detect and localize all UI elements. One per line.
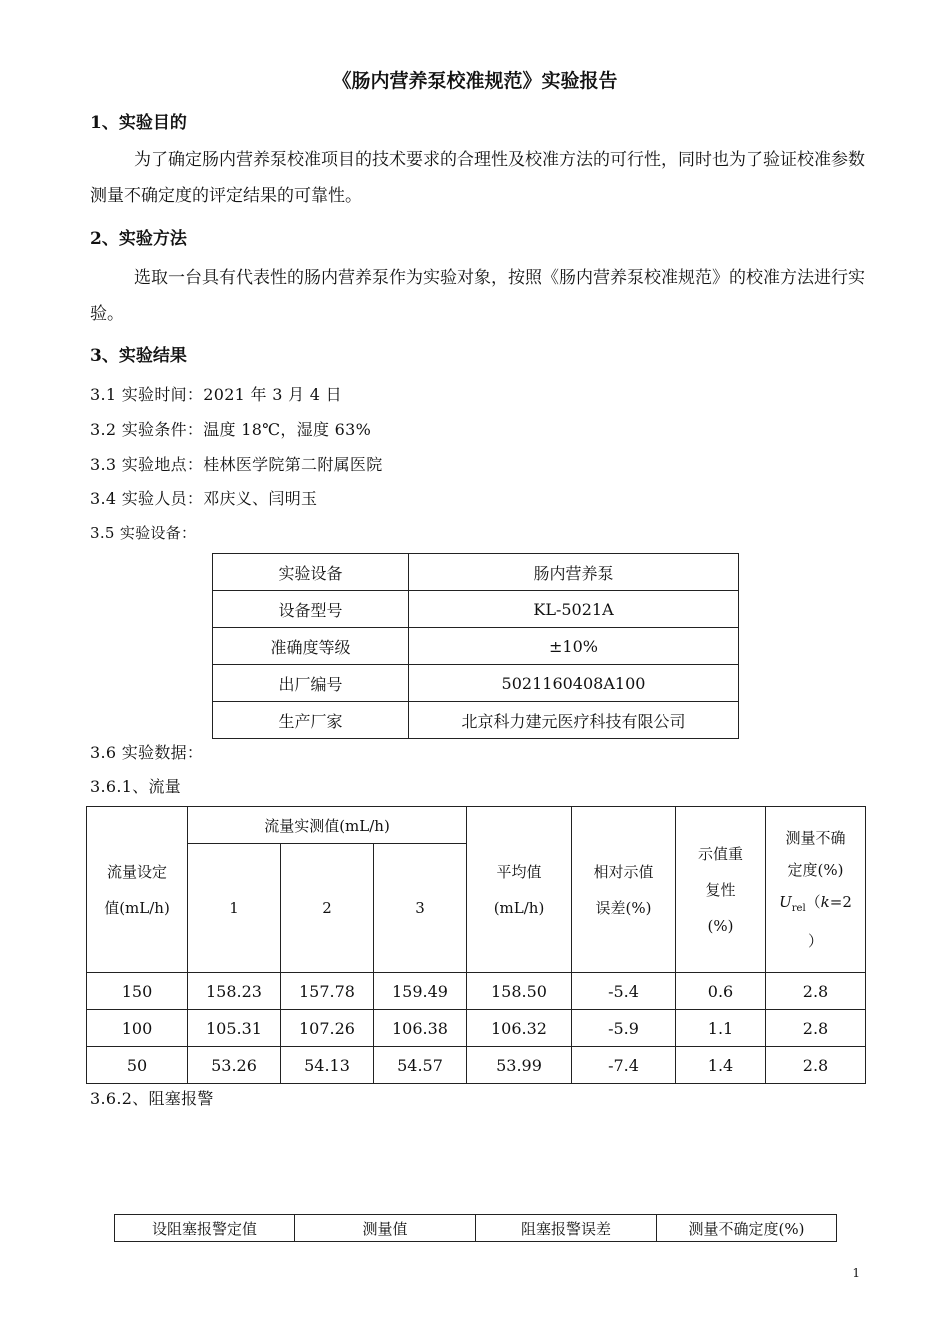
section-2-heading: 2、实验方法 <box>90 229 187 249</box>
header-unc-k-value: =2 <box>829 893 852 911</box>
header-unc-line2: 定度(%) <box>787 861 844 879</box>
header-measured: 流量实测值(mL/h) <box>188 807 467 844</box>
cell-set: 150 <box>87 973 188 1010</box>
table-row <box>213 665 739 702</box>
equip-value: 北京科力建元医疗科技有限公司 <box>409 702 739 739</box>
equip-value: 肠内营养泵 <box>409 554 739 591</box>
equip-key: 设备型号 <box>213 591 409 628</box>
alarm-header-error: 阻塞报警误差 <box>476 1215 657 1242</box>
alarm-header-uncertainty: 测量不确定度(%) <box>657 1215 837 1242</box>
cell-rep: 0.6 <box>676 973 766 1010</box>
section-3-heading: 3、实验结果 <box>90 346 187 366</box>
cell-m1: 53.26 <box>188 1047 281 1084</box>
table-row <box>87 1047 866 1084</box>
table-row <box>213 628 739 665</box>
page-number: 1 <box>852 1266 860 1280</box>
experiment-location: 3.3 实验地点：桂林医学院第二附属医院 <box>90 455 383 474</box>
equip-value: ±10% <box>409 628 739 665</box>
header-set-line1: 流量设定 <box>106 862 167 881</box>
table-row <box>213 554 739 591</box>
header-err-line2: 误差(%) <box>595 898 652 917</box>
section-2-body: 选取一台具有代表性的肠内营养泵作为实验对象，按照《肠内营养泵校准规范》的校准方法进行实验。 <box>90 268 865 324</box>
cell-unc: 2.8 <box>766 1010 866 1047</box>
equip-key: 出厂编号 <box>213 665 409 702</box>
experiment-staff: 3.4 实验人员：邓庆义、闫明玉 <box>90 489 318 508</box>
alarm-header-measured: 测量值 <box>295 1215 476 1242</box>
flow-label: 3.6.1、流量 <box>90 777 182 796</box>
data-label: 3.6 实验数据： <box>90 743 204 762</box>
header-average <box>467 807 572 973</box>
header-m3: 3 <box>374 844 467 973</box>
cell-rep: 1.1 <box>676 1010 766 1047</box>
header-unc-subscript: rel <box>791 903 806 914</box>
cell-unc: 2.8 <box>766 1047 866 1084</box>
document-title: 《肠内营养泵校准规范》实验报告 <box>332 70 618 92</box>
cell-m1: 158.23 <box>188 973 281 1010</box>
section-1-text <box>90 142 870 214</box>
header-relative-error <box>572 807 676 973</box>
equipment-table <box>212 553 739 739</box>
section-1-heading: 1、实验目的 <box>90 113 187 133</box>
cell-avg: 158.50 <box>467 973 572 1010</box>
header-m2: 2 <box>281 844 374 973</box>
cell-err: -7.4 <box>572 1047 676 1084</box>
header-unc-symbol: U <box>779 893 792 911</box>
alarm-label: 3.6.2、阻塞报警 <box>90 1089 214 1108</box>
table-header-row <box>87 807 866 844</box>
table-row <box>213 702 739 739</box>
equip-key: 准确度等级 <box>213 628 409 665</box>
header-uncertainty <box>766 807 866 973</box>
flow-table <box>86 806 866 1084</box>
cell-avg: 53.99 <box>467 1047 572 1084</box>
header-unc-line1: 测量不确 <box>785 829 846 847</box>
equip-value: KL-5021A <box>409 591 739 628</box>
cell-m2: 54.13 <box>281 1047 374 1084</box>
header-set-value <box>87 807 188 973</box>
cell-rep: 1.4 <box>676 1047 766 1084</box>
cell-avg: 106.32 <box>467 1010 572 1047</box>
header-avg-line1: 平均值 <box>496 862 542 881</box>
cell-m3: 106.38 <box>374 1010 467 1047</box>
header-m1: 1 <box>188 844 281 973</box>
equip-value: 5021160408A100 <box>409 665 739 702</box>
cell-m2: 107.26 <box>281 1010 374 1047</box>
equip-key: 实验设备 <box>213 554 409 591</box>
cell-err: -5.9 <box>572 1010 676 1047</box>
table-row <box>213 591 739 628</box>
header-unc-paren: （ <box>805 893 821 911</box>
header-rep-line3: (%) <box>707 916 734 935</box>
header-avg-line2: (mL/h) <box>493 898 545 917</box>
experiment-conditions: 3.2 实验条件：温度 18℃，湿度 63% <box>90 420 372 439</box>
cell-set: 50 <box>87 1047 188 1084</box>
cell-m1: 105.31 <box>188 1010 281 1047</box>
section-2-text <box>90 260 870 332</box>
header-rep-line1: 示值重 <box>697 844 743 863</box>
header-set-line2: 值(mL/h) <box>104 898 170 917</box>
table-row <box>87 1010 866 1047</box>
equipment-label: 3.5 实验设备： <box>90 524 197 542</box>
cell-m3: 54.57 <box>374 1047 467 1084</box>
cell-err: -5.4 <box>572 973 676 1010</box>
alarm-table <box>114 1214 837 1242</box>
cell-m3: 159.49 <box>374 973 467 1010</box>
header-unc-line4: ） <box>807 932 823 950</box>
cell-m2: 157.78 <box>281 973 374 1010</box>
section-1-body: 为了确定肠内营养泵校准项目的技术要求的合理性及校准方法的可行性，同时也为了验证校准参数测量不确定度的评定结果的可靠性。 <box>90 150 865 206</box>
header-repeatability <box>676 807 766 973</box>
header-rep-line2: 复性 <box>705 880 736 899</box>
experiment-time: 3.1 实验时间：2021 年 3 月 4 日 <box>90 385 342 404</box>
equip-key: 生产厂家 <box>213 702 409 739</box>
header-unc-k: k <box>820 893 830 911</box>
table-header-row <box>115 1215 837 1242</box>
header-err-line1: 相对示值 <box>593 862 654 881</box>
header-unc-line3 <box>766 886 865 925</box>
cell-unc: 2.8 <box>766 973 866 1010</box>
cell-set: 100 <box>87 1010 188 1047</box>
table-row <box>87 973 866 1010</box>
alarm-header-setting: 设阻塞报警定值 <box>115 1215 295 1242</box>
